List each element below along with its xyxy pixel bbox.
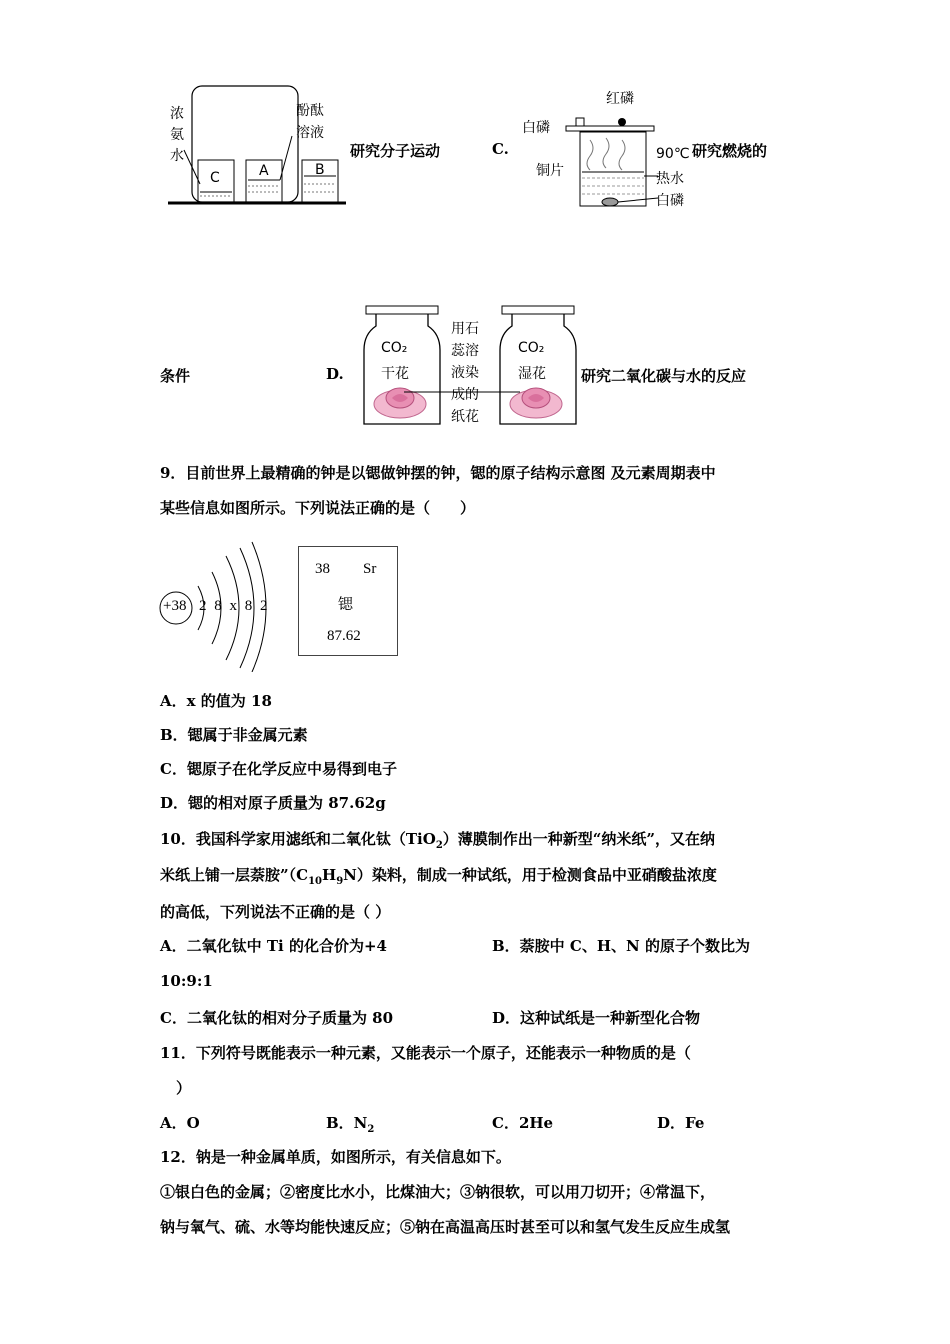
middle-label-2: 蕊溶 <box>451 343 479 359</box>
label-water: 水 <box>170 148 184 164</box>
q9-option-d: D．锶的相对原子质量为 87.62g <box>160 794 386 812</box>
caption-co2-water: 研究二氧化碳与水的反应 <box>581 367 747 385</box>
figure-molecular-motion <box>160 80 360 215</box>
q10-option-d: D．这种试纸是一种新型化合物 <box>492 1009 701 1027</box>
caption-combustion: 研究燃烧的 <box>692 142 768 160</box>
periodic-table-cell <box>298 546 398 656</box>
q11-stem-line1: 11．下列符号既能表示一种元素，又能表示一个原子，还能表示一种物质的是（ <box>160 1044 691 1062</box>
q10-option-a: A．二氧化钛中 Ti 的化合价为+4 <box>160 937 387 955</box>
label-white-phosphorus-bottom: 白磷 <box>656 193 684 209</box>
q10-stem-line3: 的高低，下列说法不正确的是（ ） <box>160 903 391 921</box>
label-white-phosphorus-top: 白磷 <box>522 120 550 136</box>
label-hot-water: 热水 <box>656 171 684 187</box>
q11-option-c: C．2He <box>492 1114 554 1132</box>
q9-option-a: A．x 的值为 18 <box>160 692 272 710</box>
label-red-phosphorus: 红磷 <box>606 91 634 107</box>
q10-stem-line1: 10．我国科学家用滤纸和二氧化钛（TiO$_2$）薄膜制作出一种新型“纳米纸”，又在纳 <box>160 830 716 851</box>
nucleus-charge: +38 <box>163 598 187 614</box>
q9-stem-line2: 某些信息如图所示。下列说法正确的是（ ） <box>160 499 476 517</box>
label-ammonia: 氨 <box>170 127 184 143</box>
prefix-conditions: 条件 <box>160 367 191 385</box>
q9-option-c: C．锶原子在化学反应中易得到电子 <box>160 760 397 778</box>
caption-molecular-motion: 研究分子运动 <box>350 142 441 160</box>
q11-option-d: D．Fe <box>657 1114 705 1132</box>
q9-option-b: B．锶属于非金属元素 <box>160 726 308 744</box>
q11-stem-line2: ） <box>176 1079 192 1097</box>
jar2-wet-flower: 湿花 <box>518 366 546 382</box>
q10-option-b-cont: 10:9:1 <box>160 972 213 990</box>
middle-label-4: 成的 <box>451 387 479 403</box>
q12-stem-line3: 钠与氧气、硫、水等均能快速反应；⑤钠在高温高压时甚至可以和氢气发生反应生成氢 <box>160 1218 731 1236</box>
label-solution: 溶液 <box>296 125 324 141</box>
jar2-co2: CO₂ <box>518 340 545 356</box>
label-copper-sheet: 铜片 <box>536 163 564 179</box>
beaker-label-b: B <box>315 162 325 178</box>
label-temperature: 90℃ <box>656 146 690 162</box>
jar1-dry-flower: 干花 <box>381 366 409 382</box>
q12-stem-line2: ①银白色的金属；②密度比水小，比煤油大；③钠很软，可以用刀切开；④常温下， <box>160 1183 716 1201</box>
option-d-label: D. <box>326 365 344 383</box>
label-phenolphthalein: 酚酞 <box>296 103 324 119</box>
q9-stem-line1: 9．目前世界上最精确的钟是以锶做钟摆的钟，锶的原子结构示意图 及元素周期表中 <box>160 464 716 482</box>
option-c-label: C. <box>492 140 509 158</box>
atomic-mass: 87.62 <box>327 628 361 644</box>
figure-combustion <box>560 110 660 210</box>
q10-stem-line2: 米纸上铺一层萘胺$”(C_{10}H_9N)$染料，制成一种试纸，用于检测食品中亚硝酸盐浓度 <box>160 866 717 887</box>
q10-option-b: B．萘胺中 C、H、N 的原子个数比为 <box>492 937 750 955</box>
element-name: 锶 <box>338 595 354 613</box>
atomic-number: 38 <box>315 561 330 577</box>
beaker-label-a: A <box>259 163 269 179</box>
middle-label-3: 液染 <box>451 365 479 381</box>
middle-label-1: 用石 <box>451 321 479 337</box>
beaker-label-c: C <box>210 170 220 186</box>
electron-shells: 2 8 x 8 2 <box>199 598 268 614</box>
element-symbol: Sr <box>363 561 377 577</box>
q11-option-b: B．$N_2$ <box>326 1114 375 1135</box>
jar1-co2: CO₂ <box>381 340 408 356</box>
middle-label-5: 纸花 <box>451 409 479 425</box>
q10-option-c: C．二氧化钛的相对分子质量为 80 <box>160 1009 394 1027</box>
q12-stem-line1: 12．钠是一种金属单质，如图所示，有关信息如下。 <box>160 1148 511 1166</box>
label-conc: 浓 <box>170 106 184 122</box>
q11-option-a: A．O <box>160 1114 200 1132</box>
